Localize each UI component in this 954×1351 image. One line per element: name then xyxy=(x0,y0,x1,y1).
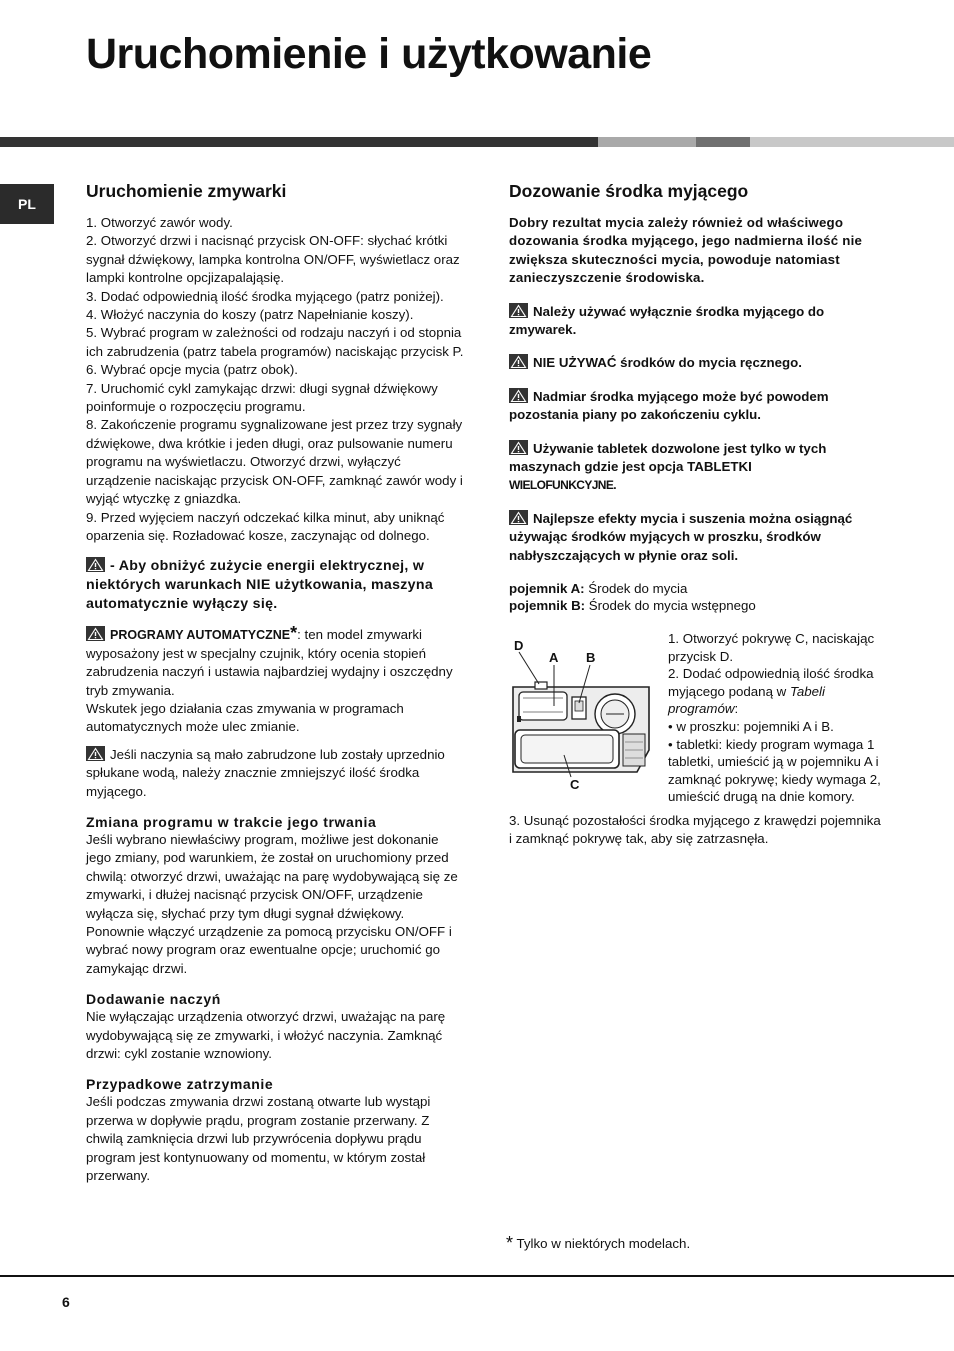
dispenser-diagram xyxy=(509,632,659,792)
diagram-label-a: A xyxy=(549,650,559,666)
list-item: 6. Wybrać opcje mycia (patrz obok). xyxy=(86,362,298,378)
add-dishes-text: Nie wyłączając urządzenia otworzyć drzwi, uważając na parę wydobywającą się ze zmywarki, i włożyć naczynia. Zamknąć drzwi: cykl zostanie wznowiony. xyxy=(86,1009,446,1062)
container-a: pojemnik A: Środek do mycia xyxy=(509,581,688,597)
change-program-text: Jeśli wybrano niewłaściwy program, możliwe jest dokonanie jego zmiany, pod warunkiem, że został on uruchomiony przed chwilą: otworzyć drzwi, uważając na parę wydobywającą się ze zmywarki, i dłużej nacisnąć przycisk ON/OFF, urządzenie wyłącza się, słychać przy tym długi sygnał dźwiękowy. Ponownie włączyć urządzenie za pomocą przycisku ON/OFF i wybrać nowy program oraz ewentualne opcje; uruchomić go zamykając drzwi. xyxy=(86,831,458,976)
list-item: • w proszku: pojemniki A i B. xyxy=(668,719,834,735)
list-item: 1. Otworzyć pokrywę C, naciskając przycisk D. xyxy=(668,631,875,664)
subheading-change-program: Zmiana programu w trakcie jego trwania xyxy=(86,813,377,830)
warning-item: NIE UŻYWAĆ środków do mycia ręcznego. xyxy=(509,354,885,372)
list-item: 2. Dodać odpowiednią ilość środka myjącego podaną w Tabeli programów: xyxy=(668,666,874,717)
diagram-label-d: D xyxy=(514,638,524,654)
list-item: 7. Uruchomić cykl zamykając drzwi: długi sygnał dźwiękowy poinformuje o rozpoczęciu programu. xyxy=(86,380,438,415)
section-heading-detergent: Dozowanie środka myjącego xyxy=(509,181,749,201)
header-bar-light xyxy=(598,137,696,147)
energy-warning: - Aby obniżyć zużycie energii elektrycznej, w niektórych warunkach NIE użytkowania, maszyna automatycznie wyłączy się. xyxy=(86,558,434,613)
warning-item: Nadmiar środka myjącego może być powodem pozostania piany po zakończeniu cyklu. xyxy=(509,388,829,423)
list-item: 1. Otworzyć zawór wody. xyxy=(86,215,233,230)
page-number: 6 xyxy=(62,1294,70,1310)
warning-icon xyxy=(509,440,528,455)
auto-programs-note: Wskutek jego działania czas zmywania w programach automatycznych może ulec zmianie. xyxy=(86,700,404,735)
warning-item: Najlepsze efekty mycia i suszenia można osiągnąć używając środków myjących w proszku, środków nabłyszczających w płynie oraz soli. xyxy=(509,510,853,563)
list-item: 9. Przed wyjęciem naczyń odczekać kilka minut, aby uniknąć oparzenia się. Rozładować kosze, zaczynając od dolnego. xyxy=(86,509,445,543)
list-item: 2. Otworzyć drzwi i nacisnąć przycisk ON-OFF: słychać krótki sygnał dźwiękowy, lampka kontrolna ON/OFF, wyświetlacz oraz lampki kontrolne opcjizapalająsię. xyxy=(86,233,460,286)
warning-item: Używanie tabletek dozwolone jest tylko w tych maszynach gdzie jest opcja TABLETKI xyxy=(509,440,827,475)
list-item: 4. Włożyć naczynia do koszy (patrz Napełnianie koszy). xyxy=(86,307,414,323)
warning-icon xyxy=(86,557,105,572)
warning-icon xyxy=(86,626,105,641)
warning-icon xyxy=(509,354,528,369)
footnote: * Tylko w niektórych modelach. xyxy=(506,1233,691,1253)
warning-icon xyxy=(509,303,528,318)
warning-icon xyxy=(509,388,528,403)
right-column xyxy=(509,181,885,847)
tablets-option: WIELOFUNKCYJNE. xyxy=(509,478,617,493)
rinsed-note: Jeśli naczynia są mało zabrudzone lub zostały uprzednio spłukane wodą, należy znacznie zmniejszyć ilość środka myjącego. xyxy=(86,746,445,799)
dispenser-block xyxy=(509,632,885,812)
container-b: pojemnik B: Środek do mycia wstępnego xyxy=(509,598,756,614)
page-title: Uruchomienie i użytkowanie xyxy=(86,30,652,78)
list-item: 5. Wybrać program w zależności od rodzaju naczyń i od stopnia ich zabrudzenia (patrz tabela programów) naciskając przycisk P. xyxy=(86,325,464,359)
subheading-add-dishes: Dodawanie naczyń xyxy=(86,991,221,1008)
list-item: 8. Zakończenie programu sygnalizowane jest przez trzy sygnały dźwiękowe, dwa krótkie i jeden długi, oraz pulsowanie numeru programu na wyświetlaczu. Otworzyć drzwi, wyłączyć urządzenie naciskając przycisk ON-OFF, zamknąć zawór wody i wyjąć wtyczkę z gniazdka. xyxy=(86,417,463,507)
final-step: 3. Usunąć pozostałości środka myjącego z krawędzi pojemnika i zamknąć pokrywę tak, aby się zatrzasnęła. xyxy=(509,813,881,846)
detergent-intro: Dobry rezultat mycia zależy również od właściwego dozowania środka myjącego, jego nadmierna ilość nie zwiększa skuteczności mycia, powoduje natomiast zanieczyszczenie środowiska. xyxy=(509,215,863,286)
accidental-stop-text: Jeśli podczas zmywania drzwi zostaną otwarte lub wystąpi przerwa w dopływie prądu, program zostanie przerwany. Z chwilą zamknięcia drzwi lub przywrócenia dopływu prądu program jest kontynuowany od momentu, w którym został przerwany. xyxy=(86,1094,431,1184)
diagram-label-c: C xyxy=(570,777,580,793)
warning-icon xyxy=(509,510,528,525)
dispenser-steps xyxy=(668,630,890,806)
section-heading-start: Uruchomienie zmywarki xyxy=(86,181,287,201)
auto-programs-paragraph: PROGRAMY AUTOMATYCZNE*: ten model zmywarki wyposażony jest w specjalny czujnik, który ocenia stopień zabrudzenia naczyń i ustawia najbardziej wydajny i oszczędny tryb zmywania. xyxy=(86,623,453,698)
language-tab: PL xyxy=(0,184,54,224)
footer-rule xyxy=(0,1275,954,1277)
diagram-label-b: B xyxy=(586,650,596,666)
left-column xyxy=(86,181,464,1185)
header-bar-dark xyxy=(0,137,598,147)
list-item: • tabletki: kiedy program wymaga 1 tabletki, umieścić ją w pojemniku A i zamknąć pokrywę; kiedy wymaga 2, umieścić drugą na dnie komory. xyxy=(668,736,881,805)
header-bar-mid xyxy=(696,137,750,147)
header-bar-pale xyxy=(750,137,954,147)
warning-icon xyxy=(86,746,105,761)
subheading-accidental-stop: Przypadkowe zatrzymanie xyxy=(86,1076,274,1093)
list-item: 3. Dodać odpowiednią ilość środka myjącego (patrz poniżej). xyxy=(86,288,444,304)
warning-item: Należy używać wyłącznie środka myjącego do zmywarek. xyxy=(509,303,825,338)
